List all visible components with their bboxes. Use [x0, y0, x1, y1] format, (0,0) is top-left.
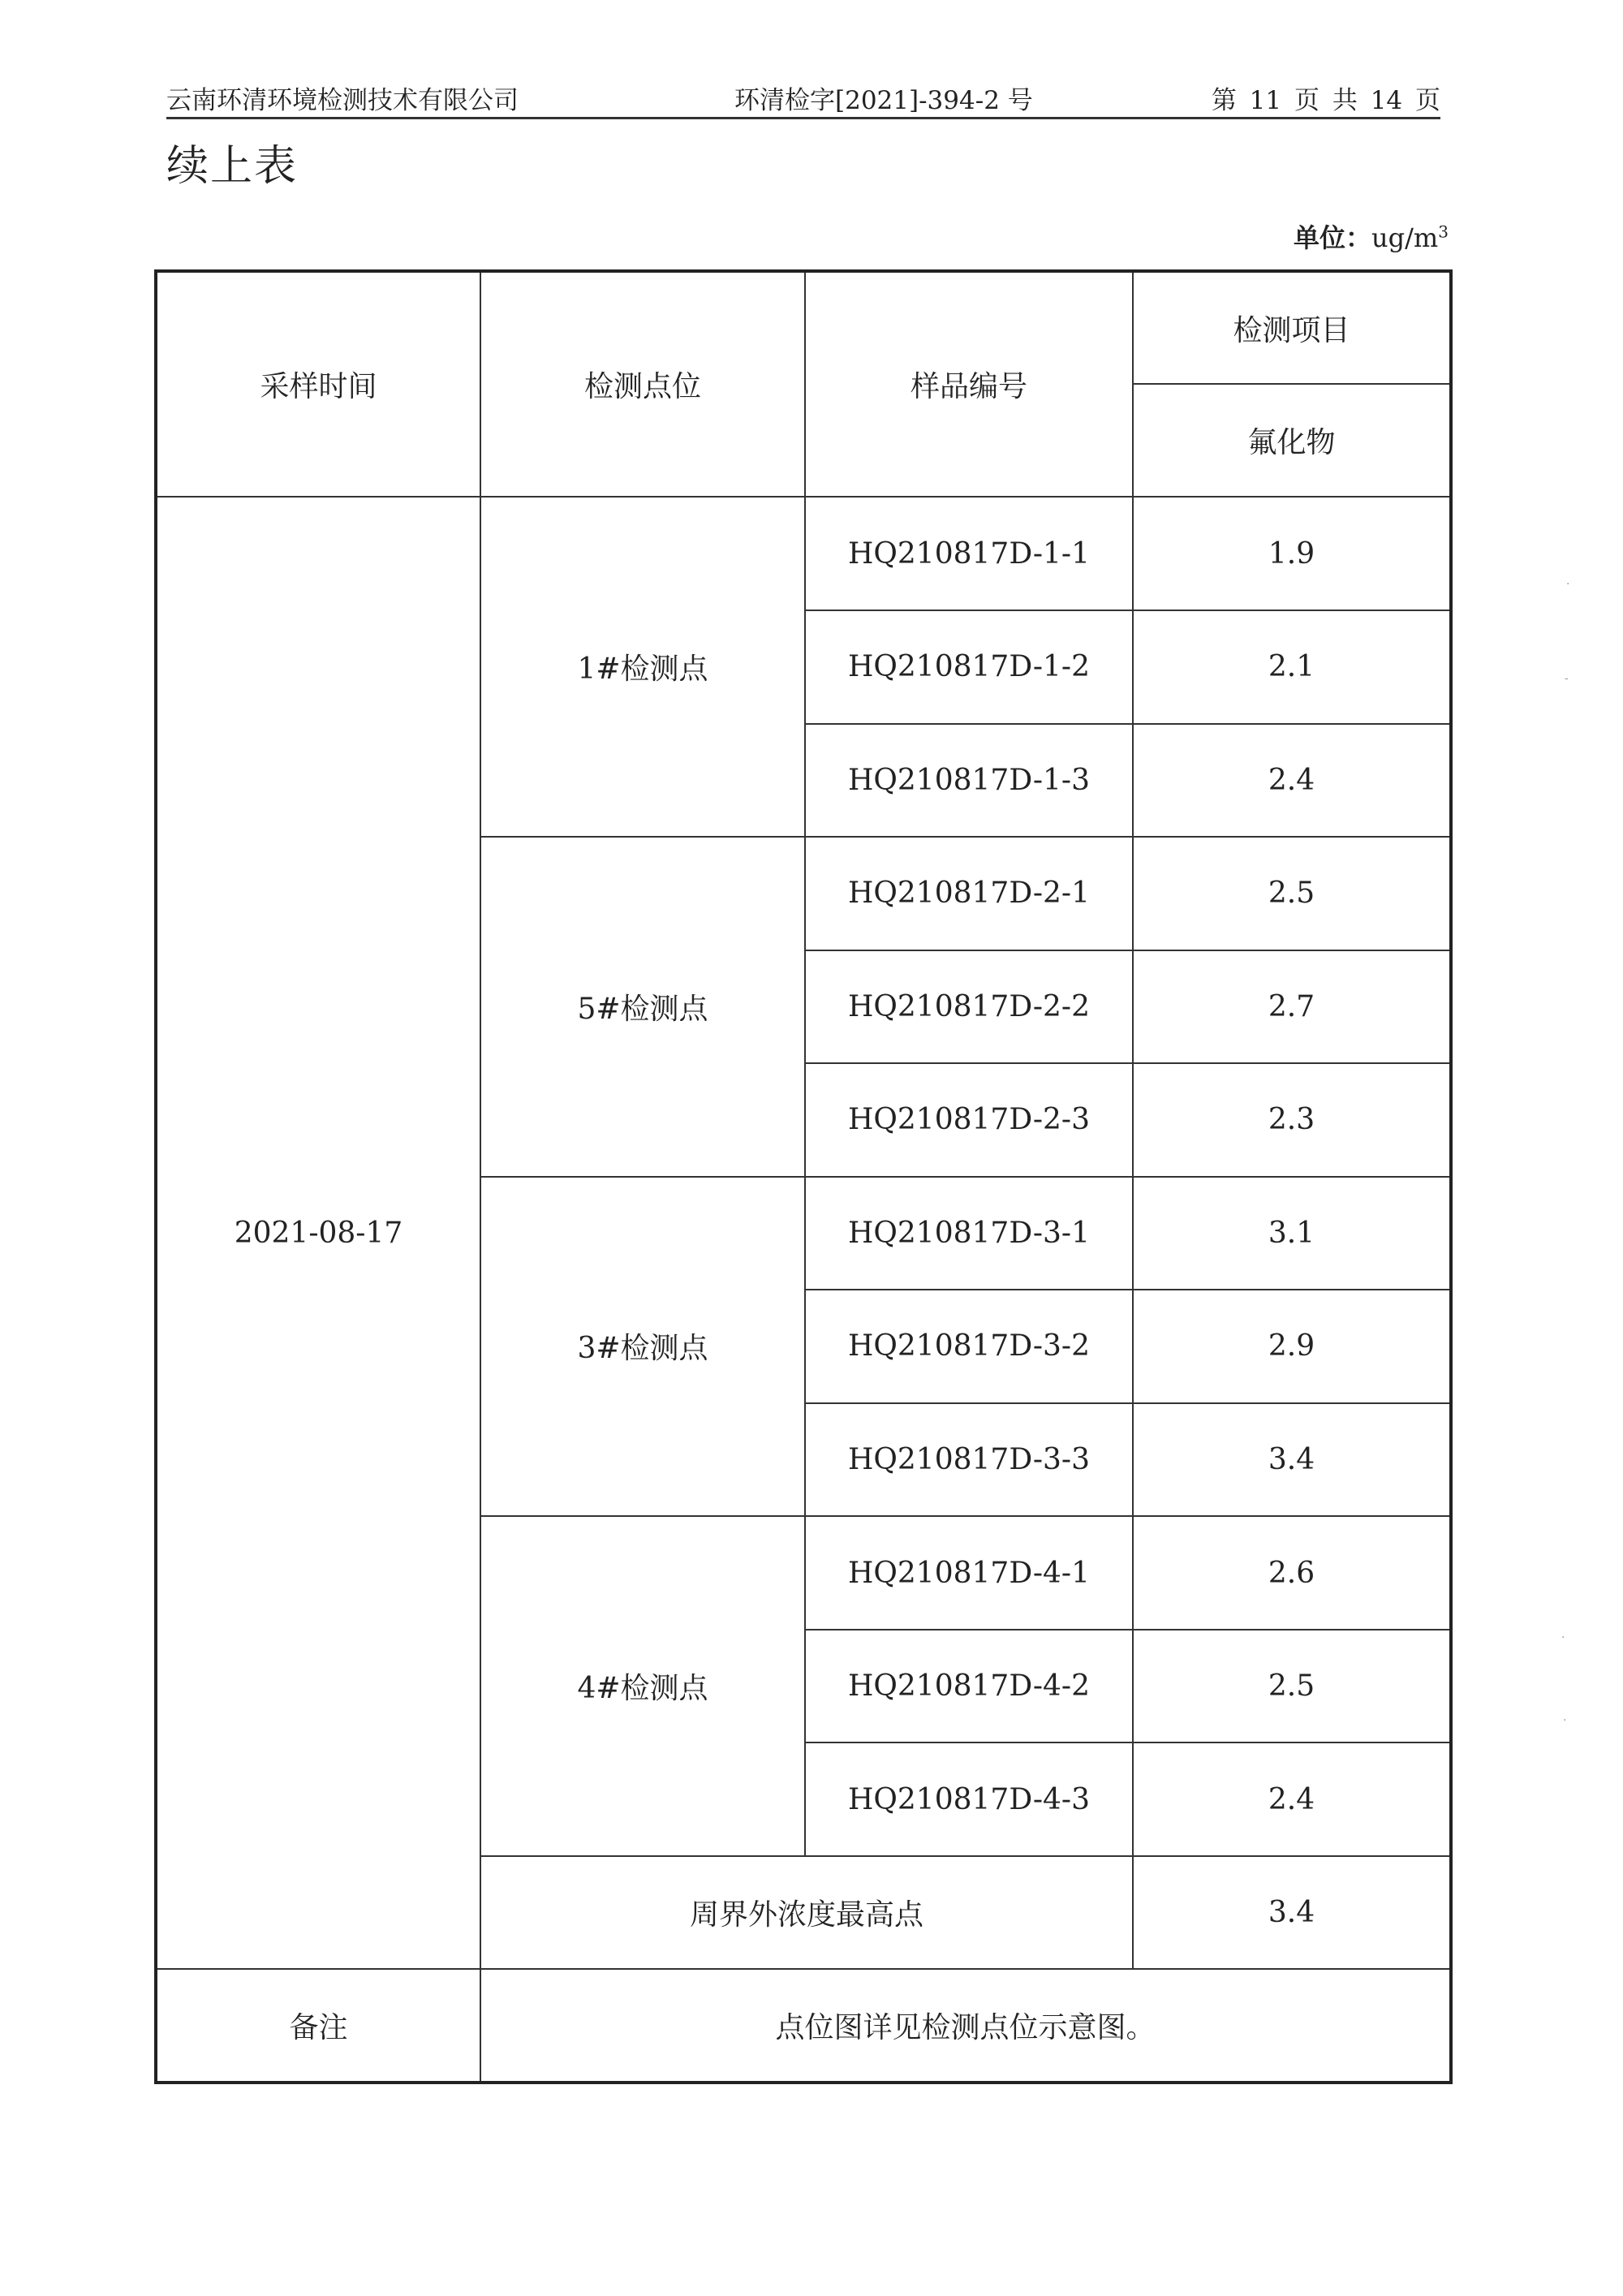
sample-id: HQ210817D-3-3 [805, 1403, 1133, 1517]
max-point-value: 3.4 [1133, 1856, 1451, 1970]
fluoride-value: 2.6 [1133, 1516, 1451, 1630]
fluoride-value: 2.7 [1133, 950, 1451, 1064]
test-point-name: 4#检测点 [480, 1516, 805, 1856]
sample-id: HQ210817D-4-1 [805, 1516, 1133, 1630]
sample-id: HQ210817D-1-1 [805, 497, 1133, 610]
sample-id: HQ210817D-4-2 [805, 1630, 1133, 1743]
scan-mark: - [1565, 672, 1569, 685]
sampling-date: 2021-08-17 [156, 497, 480, 1969]
remark-label: 备注 [156, 1969, 480, 2083]
page-header [166, 75, 1440, 119]
max-point-label: 周界外浓度最高点 [480, 1856, 1133, 1970]
sample-id: HQ210817D-3-1 [805, 1177, 1133, 1290]
page-number: 第 11 页 共 14 页 [1211, 86, 1440, 115]
fluoride-value: 2.5 [1133, 1630, 1451, 1743]
header-fluoride: 氟化物 [1133, 384, 1451, 497]
fluoride-value: 2.9 [1133, 1290, 1451, 1403]
scan-mark: · [1566, 578, 1570, 591]
scan-mark: · [1563, 1714, 1567, 1727]
sample-id: HQ210817D-2-2 [805, 950, 1133, 1064]
remark-text: 点位图详见检测点位示意图。 [480, 1969, 1451, 2083]
report-number: 环清检字[2021]-394-2 号 [734, 86, 1033, 115]
unit-label-prefix: 单位： [1294, 222, 1372, 253]
sample-id: HQ210817D-2-3 [805, 1063, 1133, 1177]
test-point-name: 5#检测点 [480, 837, 805, 1177]
fluoride-value: 2.4 [1133, 1742, 1451, 1856]
sample-id: HQ210817D-3-2 [805, 1290, 1133, 1403]
header-test-point: 检测点位 [480, 271, 805, 497]
fluoride-value: 1.9 [1133, 497, 1451, 610]
page-title: 续上表 [166, 142, 299, 191]
company-name: 云南环清环境检测技术有限公司 [166, 86, 519, 115]
remark-row [156, 1969, 1451, 2083]
fluoride-value: 2.4 [1133, 724, 1451, 838]
header-sampling-time: 采样时间 [156, 271, 480, 497]
fluoride-value: 3.4 [1133, 1403, 1451, 1517]
fluoride-value: 3.1 [1133, 1177, 1451, 1290]
scan-mark: · [1561, 1631, 1565, 1644]
unit-label [1294, 218, 1449, 255]
sample-id: HQ210817D-4-3 [805, 1742, 1133, 1856]
header-test-item: 检测项目 [1133, 271, 1451, 384]
fluoride-value: 2.3 [1133, 1063, 1451, 1177]
unit-value: ug/m [1371, 222, 1439, 253]
fluoride-value: 2.1 [1133, 610, 1451, 724]
unit-superscript: 3 [1438, 222, 1449, 242]
fluoride-value: 2.5 [1133, 837, 1451, 950]
sample-id: HQ210817D-1-3 [805, 724, 1133, 838]
test-point-name: 3#检测点 [480, 1177, 805, 1517]
table-row [156, 497, 1451, 610]
sample-id: HQ210817D-1-2 [805, 610, 1133, 724]
test-point-name: 1#检测点 [480, 497, 805, 837]
header-row [156, 271, 1451, 384]
sample-id: HQ210817D-2-1 [805, 837, 1133, 950]
header-sample-id: 样品编号 [805, 271, 1133, 497]
results-table [154, 269, 1453, 2084]
